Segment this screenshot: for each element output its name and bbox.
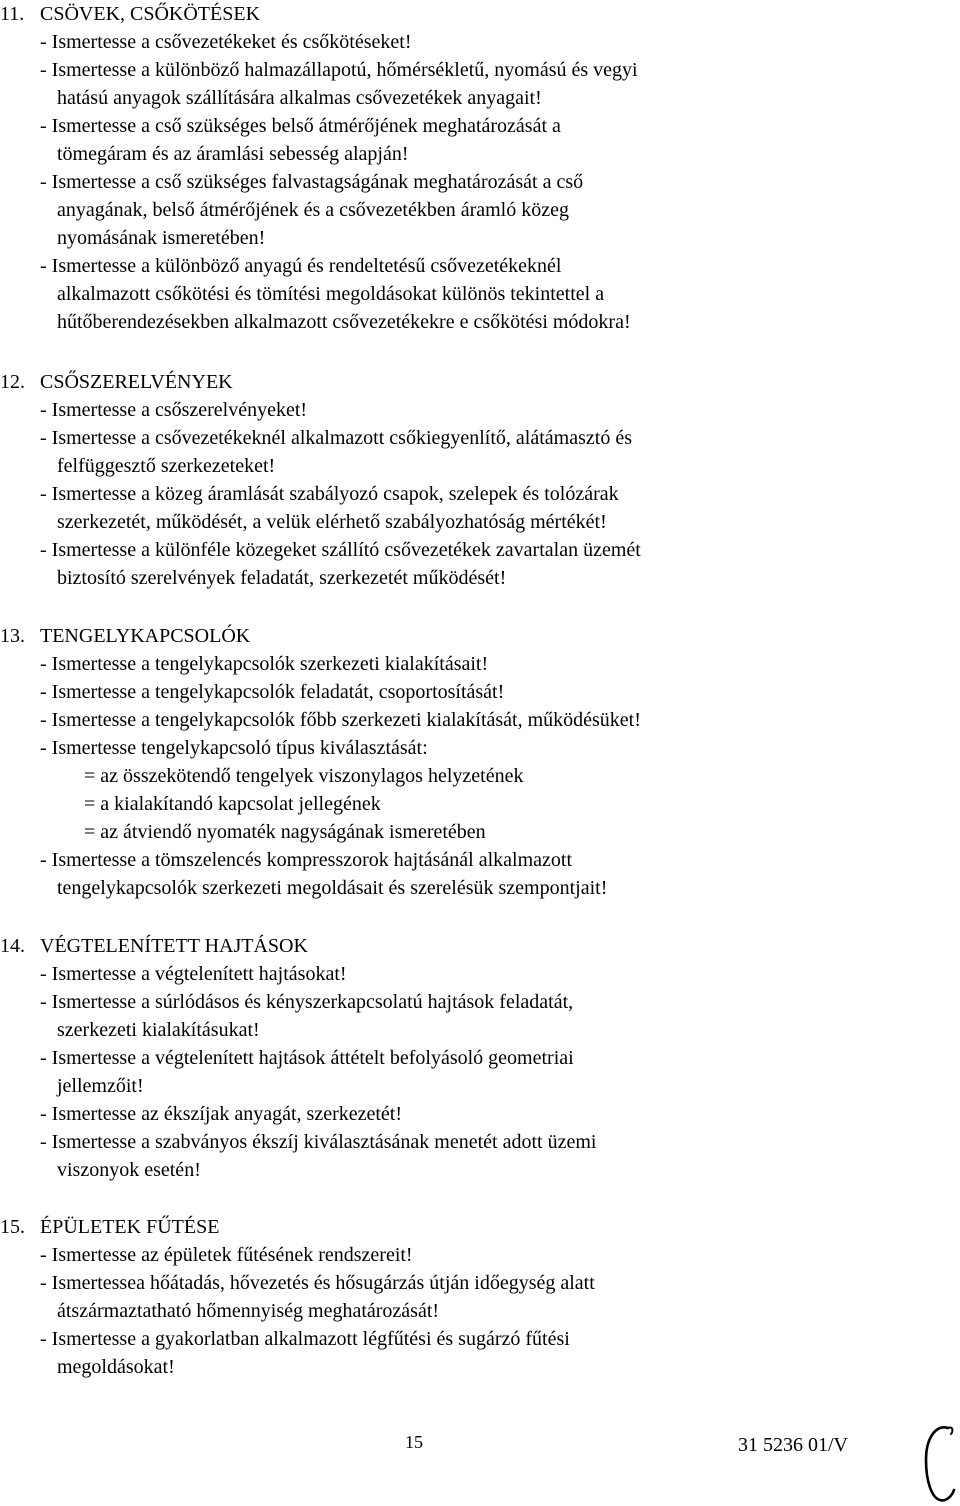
list-item: - Ismertesse a különféle közegeket szállító csővezetékek zavartalan üzemét (40, 539, 641, 561)
section-heading (0, 0, 260, 28)
list-item: - Ismertesse a cső szükséges falvastagságának meghatározását a cső (40, 171, 584, 193)
list-item: - Ismertesse a tengelykapcsolók feladatát, csoportosítását! (40, 681, 505, 703)
section-title: VÉGTELENÍTETT HAJTÁSOK (40, 935, 308, 957)
list-item: - Ismertesse a közeg áramlását szabályozó csapok, szelepek és tolózárak (40, 483, 619, 505)
section-number: 13. (0, 625, 25, 647)
section-title: CSŐSZERELVÉNYEK (40, 371, 233, 393)
list-item: - Ismertesse a végtelenített hajtásokat! (40, 963, 347, 985)
list-item: - Ismertesse a csővezetékeket és csőkötéseket! (40, 31, 412, 53)
list-item: - Ismertesse a súrlódásos és kényszerkapcsolatú hajtások feladatát, (40, 991, 574, 1013)
section-number: 12. (0, 371, 25, 393)
list-item-continuation: szerkezeti kialakításukat! (57, 1019, 260, 1041)
list-item-continuation: átszármaztatható hőmennyiség meghatározását! (57, 1300, 440, 1322)
list-item-continuation: tengelykapcsolók szerkezeti megoldásait és szerelésük szempontjait! (57, 877, 608, 899)
list-item-continuation: felfüggesztő szerkezeteket! (57, 455, 276, 477)
list-item-continuation: nyomásának ismeretében! (57, 227, 266, 249)
section-number: 14. (0, 935, 25, 957)
section-title: TENGELYKAPCSOLÓK (40, 625, 251, 647)
list-item: - Ismertesse a végtelenített hajtások áttételt befolyásoló geometriai (40, 1047, 574, 1069)
list-item: - Ismertesse a szabványos ékszíj kiválasztásának menetét adott üzemi (40, 1131, 597, 1153)
section-heading (0, 932, 308, 960)
section-number: 11. (0, 3, 25, 25)
sub-item: = az átviendő nyomaték nagyságának ismeretében (84, 821, 486, 843)
sub-item: = az összekötendő tengelyek viszonylagos helyzetének (84, 765, 524, 787)
list-item: - Ismertesse a tömszelencés kompresszorok hajtásánál alkalmazott (40, 849, 573, 871)
list-item-continuation: jellemzőit! (57, 1075, 144, 1097)
section-title: CSÖVEK, CSŐKÖTÉSEK (40, 3, 261, 25)
list-item-continuation: hűtőberendezésekben alkalmazott csővezetékekre e csőkötési módokra! (57, 311, 631, 333)
list-item-continuation: biztosító szerelvények feladatát, szerkezetét működését! (57, 567, 507, 589)
section-title: ÉPÜLETEK FŰTÉSE (40, 1216, 220, 1238)
page-number: 15 (405, 1432, 423, 1452)
list-item-continuation: hatású anyagok szállítására alkalmas csővezetékek anyagait! (57, 87, 542, 109)
signature-initial (918, 1420, 960, 1506)
list-item: - Ismertesse a csővezetékeknél alkalmazott csőkiegyenlítő, alátámasztó és (40, 427, 632, 449)
document-code: 31 5236 01/V (738, 1434, 848, 1456)
list-item-continuation: alkalmazott csőkötési és tömítési megoldásokat különös tekintettel a (57, 283, 605, 305)
list-item-continuation: megoldásokat! (57, 1356, 175, 1378)
section-heading (0, 1213, 219, 1241)
list-item-continuation: anyagának, belső átmérőjének és a csővezetékben áramló közeg (57, 199, 569, 221)
section-number: 15. (0, 1216, 25, 1238)
list-item: - Ismertesse az ékszíjak anyagát, szerkezetét! (40, 1103, 403, 1125)
list-item: - Ismertesse tengelykapcsoló típus kiválasztását: (40, 737, 428, 759)
list-item-continuation: tömegáram és az áramlási sebesség alapján! (57, 143, 409, 165)
list-item: - Ismertesse a csőszerelvényeket! (40, 399, 308, 421)
list-item: - Ismertesse a tengelykapcsolók főbb szerkezeti kialakítását, működésüket! (40, 709, 641, 731)
section-heading (0, 368, 233, 396)
list-item: - Ismertesse a különböző anyagú és rendeltetésű csővezetékeknél (40, 255, 562, 277)
list-item-continuation: szerkezetét, működését, a velük elérhető szabályozhatóság mértékét! (57, 511, 607, 533)
sub-item: = a kialakítandó kapcsolat jellegének (84, 793, 381, 815)
list-item-continuation: viszonyok esetén! (57, 1159, 201, 1181)
list-item: - Ismertesse a különböző halmazállapotú, hőmérsékletű, nyomású és vegyi (40, 59, 638, 81)
list-item: - Ismertesse a tengelykapcsolók szerkezeti kialakításait! (40, 653, 489, 675)
list-item: - Ismertesse a gyakorlatban alkalmazott légfűtési és sugárzó fűtési (40, 1328, 570, 1350)
list-item: - Ismertesse az épületek fűtésének rendszereit! (40, 1244, 413, 1266)
list-item: - Ismertesse a cső szükséges belső átmérőjének meghatározását a (40, 115, 561, 137)
list-item: - Ismertessea hőátadás, hővezetés és hősugárzás útján időegység alatt (40, 1272, 595, 1294)
section-heading (0, 622, 250, 650)
